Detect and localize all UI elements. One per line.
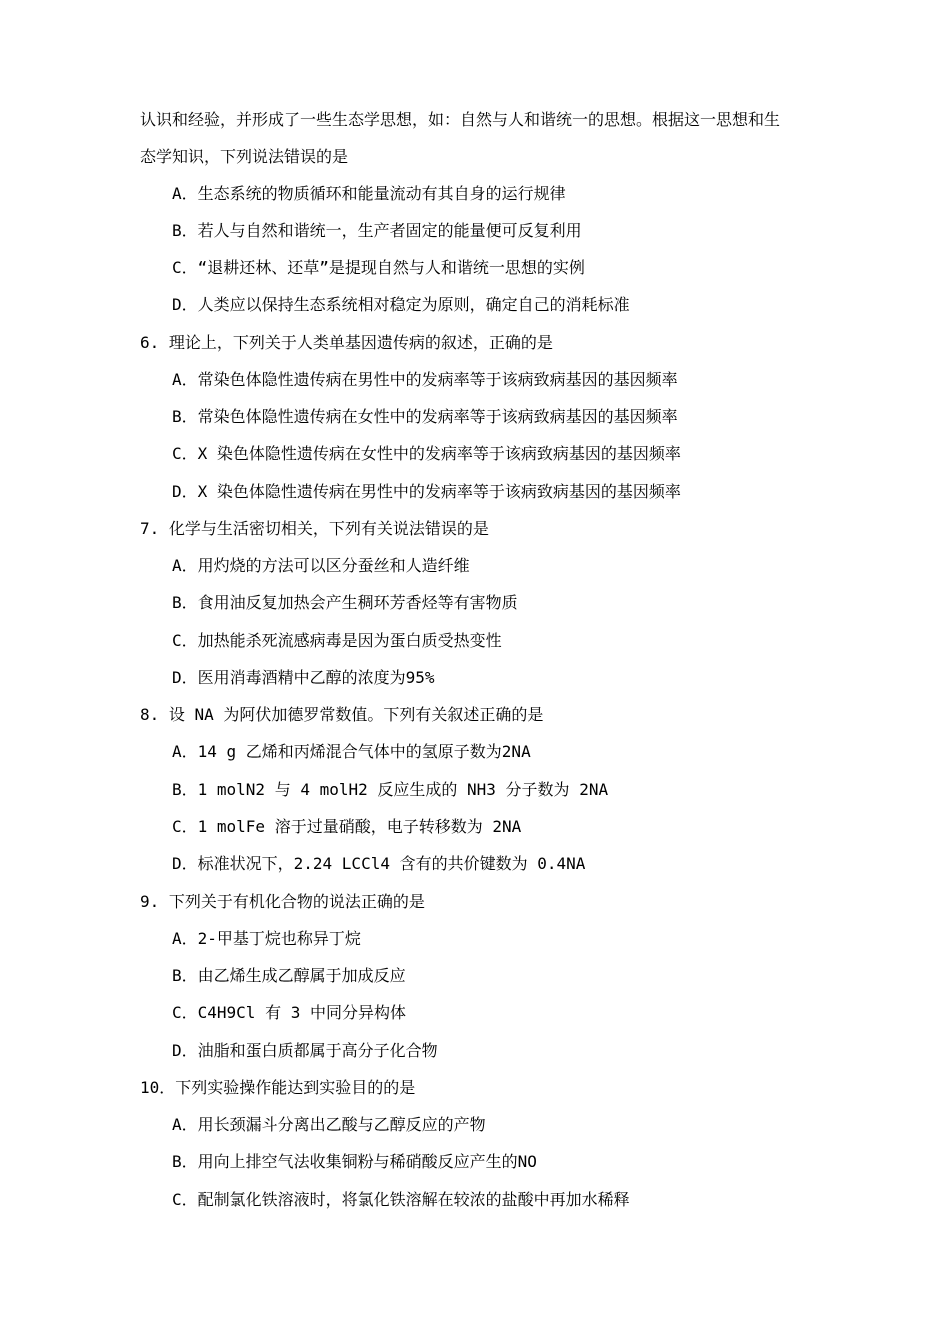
q9-option-c: C．C4H9Cl 有 3 中同分异构体 [172, 1003, 406, 1022]
q6-option-b: B．常染色体隐性遗传病在女性中的发病率等于该病致病基因的基因频率 [172, 407, 678, 426]
q8-option-b: B．1 molN2 与 4 molH2 反应生成的 NH3 分子数为 2NA [172, 780, 609, 799]
q6-option-d: D．X 染色体隐性遗传病在男性中的发病率等于该病致病基因的基因频率 [172, 482, 681, 501]
q8-stem: 8. 设 NA 为阿伏加德罗常数值。下列有关叙述正确的是 [140, 705, 544, 724]
q8-option-a: A．14 g 乙烯和丙烯混合气体中的氢原子数为2NA [172, 742, 531, 761]
q5-option-b: B．若人与自然和谐统一，生产者固定的能量便可反复利用 [172, 221, 582, 240]
q9-stem: 9. 下列关于有机化合物的说法正确的是 [140, 892, 425, 911]
q9-option-a: A．2-甲基丁烷也称异丁烷 [172, 929, 361, 948]
q10-stem: 10．下列实验操作能达到实验目的的是 [140, 1078, 416, 1097]
intro-line-1: 认识和经验，并形成了一些生态学思想，如：自然与人和谐统一的思想。根据这一思想和生 [140, 110, 781, 129]
q5-option-c: C．“退耕还林、还草”是提现自然与人和谐统一思想的实例 [172, 258, 585, 277]
q7-stem: 7. 化学与生活密切相关，下列有关说法错误的是 [140, 519, 489, 538]
q9-option-b: B．由乙烯生成乙醇属于加成反应 [172, 966, 406, 985]
q8-option-c: C．1 molFe 溶于过量硝酸，电子转移数为 2NA [172, 817, 522, 836]
q6-stem: 6. 理论上，下列关于人类单基因遗传病的叙述，正确的是 [140, 333, 553, 352]
q7-option-b: B．食用油反复加热会产生稠环芳香烃等有害物质 [172, 593, 518, 612]
q8-option-d: D．标准状况下，2.24 LCCl4 含有的共价键数为 0.4NA [172, 854, 586, 873]
q9-option-d: D．油脂和蛋白质都属于高分子化合物 [172, 1041, 438, 1060]
q5-option-d: D．人类应以保持生态系统相对稳定为原则，确定自己的消耗标准 [172, 295, 630, 314]
q10-option-b: B．用向上排空气法收集铜粉与稀硝酸反应产生的NO [172, 1152, 537, 1171]
q6-option-c: C．X 染色体隐性遗传病在女性中的发病率等于该病致病基因的基因频率 [172, 444, 681, 463]
intro-line-2: 态学知识，下列说法错误的是 [140, 147, 349, 166]
q7-option-a: A．用灼烧的方法可以区分蚕丝和人造纤维 [172, 556, 470, 575]
q6-option-a: A．常染色体隐性遗传病在男性中的发病率等于该病致病基因的基因频率 [172, 370, 678, 389]
q7-option-d: D．医用消毒酒精中乙醇的浓度为95% [172, 668, 435, 687]
q10-option-a: A．用长颈漏斗分离出乙酸与乙醇反应的产物 [172, 1115, 486, 1134]
q10-option-c: C．配制氯化铁溶液时，将氯化铁溶解在较浓的盐酸中再加水稀释 [172, 1190, 630, 1209]
q7-option-c: C．加热能杀死流感病毒是因为蛋白质受热变性 [172, 631, 502, 650]
q5-option-a: A．生态系统的物质循环和能量流动有其自身的运行规律 [172, 184, 566, 203]
